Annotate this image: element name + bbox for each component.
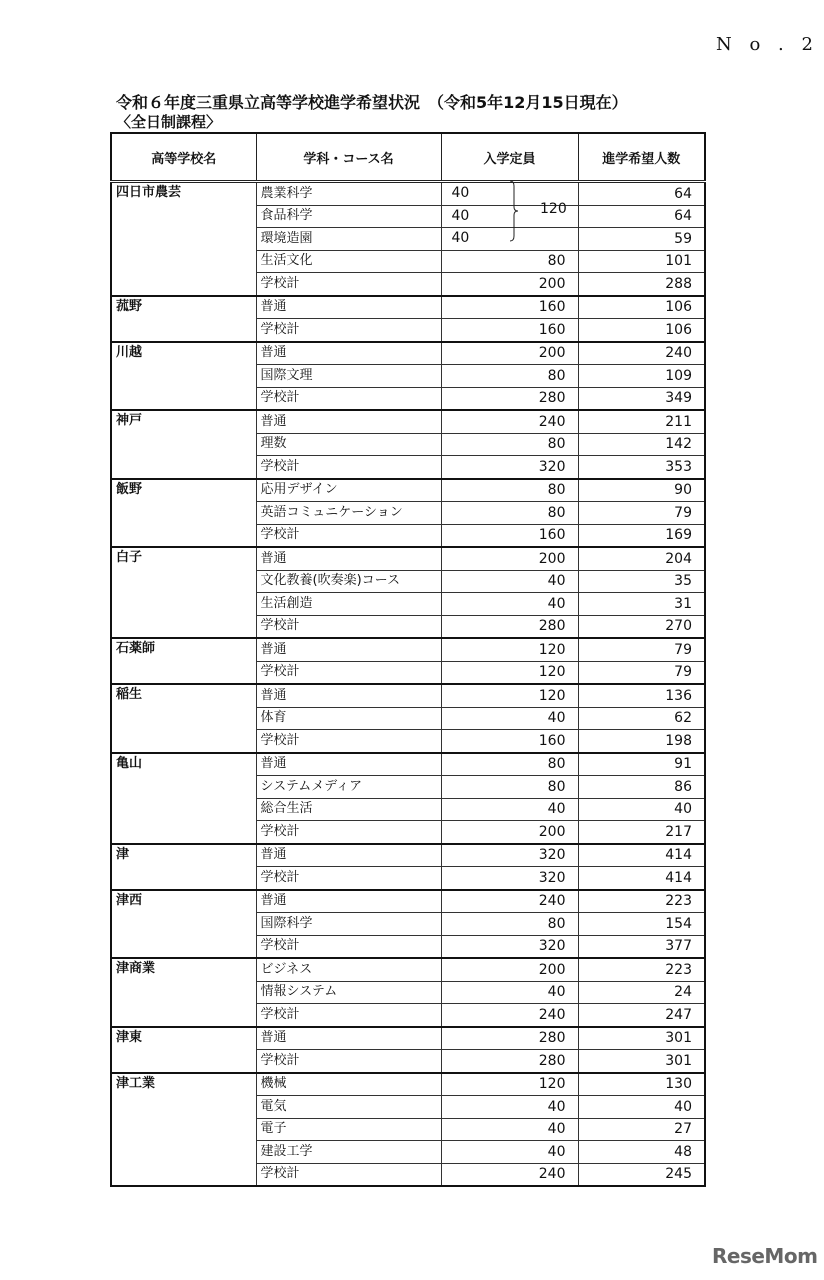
course-name: 学校計 [256,1163,441,1186]
capacity-value: 40 [451,230,470,246]
capacity-value: 80 [441,250,578,273]
applicants-value: 27 [578,1118,705,1141]
applicants-value: 240 [578,342,705,365]
course-name: 学校計 [256,524,441,547]
applicants-value: 79 [578,502,705,525]
table-row [111,410,705,433]
capacity-value: 200 [441,342,578,365]
applicants-value: 109 [578,365,705,388]
school-name: 菰野 [111,296,256,342]
applicants-value: 154 [578,913,705,936]
applicants-value: 349 [578,387,705,410]
table-row [111,958,705,981]
applicants-value: 79 [578,638,705,661]
school-name: 川越 [111,342,256,411]
course-name: 学校計 [256,1004,441,1027]
capacity-value: 280 [441,1050,578,1073]
table-row [111,638,705,661]
capacity-value: 160 [441,296,578,319]
course-name: 普通 [256,638,441,661]
capacity-value: 40 [451,185,470,201]
capacity-value: 120 [441,638,578,661]
applicants-value: 48 [578,1141,705,1164]
course-name: 学校計 [256,867,441,890]
table-row [111,684,705,707]
applicants-value: 204 [578,547,705,570]
course-name: 環境造園 [256,228,441,251]
course-name: 普通 [256,296,441,319]
header-school: 高等学校名 [111,133,256,182]
page-number: N o . 2 [716,34,819,55]
applicants-value: 270 [578,615,705,638]
course-name: 生活文化 [256,250,441,273]
applicants-value: 414 [578,844,705,867]
school-name: 石薬師 [111,638,256,684]
table-row [111,1073,705,1096]
applicants-value: 62 [578,707,705,730]
capacity-value: 40 [451,207,470,224]
capacity-value: 240 [441,410,578,433]
capacity-value: 80 [441,776,578,799]
capacity-value: 240 [441,1004,578,1027]
applicants-value: 40 [578,1096,705,1119]
document-title: 令和６年度三重県立高等学校進学希望状況 （令和5年12月15日現在） [116,93,628,112]
course-name: 英語コミュニケーション [256,502,441,525]
capacity-value: 320 [441,844,578,867]
resemom-watermark-logo: ReseMom [712,1244,818,1268]
course-name: 普通 [256,844,441,867]
applicants-value: 247 [578,1004,705,1027]
capacity-value: 320 [441,456,578,479]
applicants-value: 136 [578,684,705,707]
course-name: 普通 [256,1027,441,1050]
course-name: 国際科学 [256,913,441,936]
course-name: 建設工学 [256,1141,441,1164]
applicants-value: 86 [578,776,705,799]
course-name: 体育 [256,707,441,730]
table-body [111,182,705,1187]
capacity-value: 40 [441,1096,578,1119]
header-applicants: 進学希望人数 [578,133,705,182]
applicants-value: 377 [578,935,705,958]
applicants-value: 90 [578,479,705,502]
applicants-value: 217 [578,821,705,844]
course-name: 学校計 [256,821,441,844]
capacity-value: 280 [441,615,578,638]
school-name: 稲生 [111,684,256,753]
school-name: 津西 [111,890,256,959]
capacity-value: 160 [441,524,578,547]
school-name: 四日市農芸 [111,182,256,296]
applicants-value: 40 [578,798,705,821]
capacity-value: 40 [441,707,578,730]
course-name: 農業科学 [256,182,441,206]
applicants-value: 35 [578,570,705,593]
school-name: 津東 [111,1027,256,1073]
applicants-value: 59 [578,228,705,251]
capacity-value: 40 [441,798,578,821]
applicants-value: 142 [578,433,705,456]
table-row [111,479,705,502]
course-name: 学校計 [256,1050,441,1073]
table-row [111,890,705,913]
course-name: 学校計 [256,456,441,479]
capacity-value: 200 [441,821,578,844]
course-name: 生活創造 [256,593,441,616]
applicants-value: 130 [578,1073,705,1096]
applicants-value: 31 [578,593,705,616]
school-name: 白子 [111,547,256,638]
course-name: 総合生活 [256,798,441,821]
course-name: 文化教養(吹奏楽)コース [256,570,441,593]
course-name: 学校計 [256,615,441,638]
course-name: 学校計 [256,935,441,958]
capacity-value: 200 [441,547,578,570]
course-name: 電子 [256,1118,441,1141]
course-name: 情報システム [256,981,441,1004]
grouped-capacity: 120 [540,201,567,217]
document-subtitle: 〈全日制課程〉 [116,113,222,131]
table-row [111,342,705,365]
table-header-row [111,133,705,182]
applicants-value: 301 [578,1027,705,1050]
capacity-value: 240 [441,1163,578,1186]
capacity-value: 80 [441,913,578,936]
course-name: 応用デザイン [256,479,441,502]
header-capacity: 入学定員 [441,133,578,182]
school-name: 神戸 [111,410,256,479]
applicants-value: 414 [578,867,705,890]
capacity-value: 200 [441,273,578,296]
capacity-value: 80 [441,433,578,456]
applicants-value: 24 [578,981,705,1004]
applicants-value: 288 [578,273,705,296]
capacity-value: 280 [441,387,578,410]
table-row [111,547,705,570]
table-row [111,182,705,206]
capacity-value: 320 [441,867,578,890]
capacity-value: 120 [441,684,578,707]
capacity-value: 160 [441,730,578,753]
capacity-value: 320 [441,935,578,958]
school-name: 津商業 [111,958,256,1027]
capacity-value: 240 [441,890,578,913]
capacity-value: 160 [441,319,578,342]
course-name: 学校計 [256,387,441,410]
applicants-value: 301 [578,1050,705,1073]
applicants-value: 223 [578,958,705,981]
course-name: 学校計 [256,730,441,753]
school-name: 亀山 [111,753,256,844]
school-name: 津 [111,844,256,890]
capacity-value: 40 [441,981,578,1004]
course-name: 食品科学 [256,205,441,228]
course-name: 普通 [256,410,441,433]
capacity-value: 80 [441,479,578,502]
school-name: 津工業 [111,1073,256,1187]
capacity-value: 80 [441,502,578,525]
header-course: 学科・コース名 [256,133,441,182]
applicants-value: 106 [578,296,705,319]
table-row [111,844,705,867]
school-name: 飯野 [111,479,256,548]
applicants-value: 169 [578,524,705,547]
course-name: 普通 [256,342,441,365]
applicants-value: 211 [578,410,705,433]
table-row [111,296,705,319]
applicants-value: 91 [578,753,705,776]
applicants-value: 106 [578,319,705,342]
applicants-value: 79 [578,661,705,684]
course-name: 学校計 [256,273,441,296]
capacity-value: 80 [441,753,578,776]
course-name: 理数 [256,433,441,456]
course-name: 普通 [256,890,441,913]
capacity-value: 280 [441,1027,578,1050]
table-row [111,753,705,776]
grouping-brace-icon [510,180,518,242]
applicants-value: 353 [578,456,705,479]
capacity-value: 80 [441,365,578,388]
course-name: 学校計 [256,661,441,684]
applicants-value: 64 [578,182,705,206]
capacity-value: 120 [441,1073,578,1096]
capacity-value: 40 [441,570,578,593]
capacity-value: 120 [441,661,578,684]
course-name: 電気 [256,1096,441,1119]
course-name: 普通 [256,684,441,707]
applicants-value: 223 [578,890,705,913]
enrollment-table [110,132,706,1187]
applicants-value: 64 [578,205,705,228]
applicants-value: 245 [578,1163,705,1186]
course-name: 普通 [256,753,441,776]
course-name: 国際文理 [256,365,441,388]
capacity-value: 40 [441,1141,578,1164]
course-name: 学校計 [256,319,441,342]
capacity-value: 200 [441,958,578,981]
capacity-value: 40 [441,593,578,616]
course-name: システムメディア [256,776,441,799]
course-name: 普通 [256,547,441,570]
table-row [111,1027,705,1050]
course-name: ビジネス [256,958,441,981]
applicants-value: 101 [578,250,705,273]
course-name: 機械 [256,1073,441,1096]
capacity-value: 40 [441,1118,578,1141]
applicants-value: 198 [578,730,705,753]
